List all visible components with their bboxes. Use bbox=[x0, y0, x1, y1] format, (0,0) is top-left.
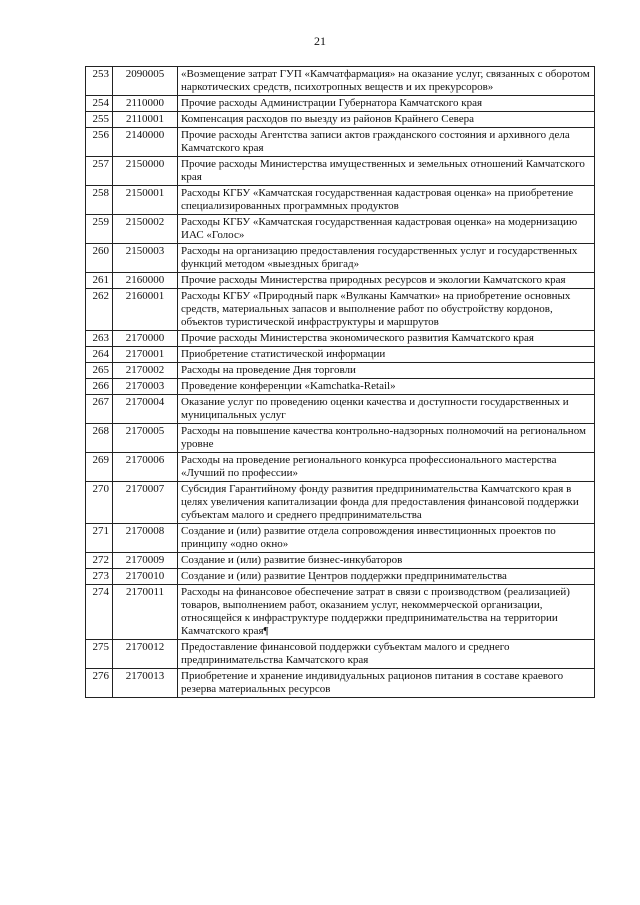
row-number-cell: 273 bbox=[86, 569, 113, 585]
row-number-cell: 264 bbox=[86, 347, 113, 363]
code-cell: 2110000 bbox=[113, 96, 178, 112]
table-row bbox=[86, 640, 595, 669]
code-cell: 2160001 bbox=[113, 289, 178, 331]
code-cell: 2140000 bbox=[113, 128, 178, 157]
description-cell: Создание и (или) развитие отдела сопровождения инвестиционных проектов по принципу «одно окно» bbox=[178, 524, 595, 553]
code-cell: 2170006 bbox=[113, 453, 178, 482]
description-cell: Прочие расходы Министерства природных ресурсов и экологии Камчатского края bbox=[178, 273, 595, 289]
row-number-cell: 257 bbox=[86, 157, 113, 186]
page-number: 21 bbox=[314, 34, 326, 48]
code-cell: 2170001 bbox=[113, 347, 178, 363]
table-row bbox=[86, 669, 595, 698]
code-cell: 2170000 bbox=[113, 331, 178, 347]
table-row bbox=[86, 424, 595, 453]
row-number-cell: 258 bbox=[86, 186, 113, 215]
table-row bbox=[86, 363, 595, 379]
description-cell: Расходы КГБУ «Природный парк «Вулканы Камчатки» на приобретение основных средств, материальных запасов и выполнение работ по обустройству кордонов, объектов туристической инфраструктуры и маршрутов bbox=[178, 289, 595, 331]
row-number-cell: 262 bbox=[86, 289, 113, 331]
code-cell: 2150001 bbox=[113, 186, 178, 215]
code-cell: 2170005 bbox=[113, 424, 178, 453]
code-cell: 2090005 bbox=[113, 67, 178, 96]
description-cell: Прочие расходы Министерства имущественных и земельных отношений Камчатского края bbox=[178, 157, 595, 186]
description-cell: Прочие расходы Агентства записи актов гражданского состояния и архивного дела Камчатского края bbox=[178, 128, 595, 157]
code-cell: 2150003 bbox=[113, 244, 178, 273]
code-cell: 2170007 bbox=[113, 482, 178, 524]
code-cell: 2170012 bbox=[113, 640, 178, 669]
code-cell: 2110001 bbox=[113, 112, 178, 128]
description-cell: Оказание услуг по проведению оценки качества и доступности государственных и муниципальных услуг bbox=[178, 395, 595, 424]
description-cell: Расходы на организацию предоставления государственных услуг и государственных функций методом «выездных бригад» bbox=[178, 244, 595, 273]
description-cell: Расходы КГБУ «Камчатская государственная кадастровая оценка» на приобретение специализированных программных продуктов bbox=[178, 186, 595, 215]
row-number-cell: 275 bbox=[86, 640, 113, 669]
row-number-cell: 271 bbox=[86, 524, 113, 553]
row-number-cell: 269 bbox=[86, 453, 113, 482]
code-cell: 2170011 bbox=[113, 585, 178, 640]
row-number-cell: 256 bbox=[86, 128, 113, 157]
row-number-cell: 259 bbox=[86, 215, 113, 244]
row-number-cell: 265 bbox=[86, 363, 113, 379]
expenditure-codes-table bbox=[85, 66, 595, 698]
row-number-cell: 253 bbox=[86, 67, 113, 96]
code-cell: 2170002 bbox=[113, 363, 178, 379]
table-row bbox=[86, 244, 595, 273]
table-row bbox=[86, 96, 595, 112]
description-cell: Проведение конференции «Kamchatka-Retail» bbox=[178, 379, 595, 395]
row-number-cell: 261 bbox=[86, 273, 113, 289]
row-number-cell: 263 bbox=[86, 331, 113, 347]
table-row bbox=[86, 289, 595, 331]
table-row bbox=[86, 553, 595, 569]
code-cell: 2170013 bbox=[113, 669, 178, 698]
code-cell: 2170010 bbox=[113, 569, 178, 585]
table-row bbox=[86, 273, 595, 289]
description-cell: Субсидия Гарантийному фонду развития предпринимательства Камчатского края в целях увеличения капитализации фонда для предоставления финансовой поддержки субъектам малого и среднего предпринимательства bbox=[178, 482, 595, 524]
row-number-cell: 270 bbox=[86, 482, 113, 524]
table-row bbox=[86, 482, 595, 524]
code-cell: 2160000 bbox=[113, 273, 178, 289]
table-row bbox=[86, 186, 595, 215]
row-number-cell: 272 bbox=[86, 553, 113, 569]
description-cell: Расходы КГБУ «Камчатская государственная кадастровая оценка» на модернизацию ИАС «Голос» bbox=[178, 215, 595, 244]
description-cell: Прочие расходы Администрации Губернатора Камчатского края bbox=[178, 96, 595, 112]
row-number-cell: 276 bbox=[86, 669, 113, 698]
table-row bbox=[86, 453, 595, 482]
table-row bbox=[86, 157, 595, 186]
code-cell: 2150002 bbox=[113, 215, 178, 244]
table-row bbox=[86, 395, 595, 424]
table-row bbox=[86, 569, 595, 585]
description-cell: Создание и (или) развитие Центров поддержки предпринимательства bbox=[178, 569, 595, 585]
table-row bbox=[86, 331, 595, 347]
table-row bbox=[86, 524, 595, 553]
row-number-cell: 266 bbox=[86, 379, 113, 395]
description-cell: Предоставление финансовой поддержки субъектам малого и среднего предпринимательства Камчатского края bbox=[178, 640, 595, 669]
row-number-cell: 274 bbox=[86, 585, 113, 640]
code-cell: 2170003 bbox=[113, 379, 178, 395]
code-cell: 2170008 bbox=[113, 524, 178, 553]
table-row bbox=[86, 347, 595, 363]
row-number-cell: 268 bbox=[86, 424, 113, 453]
description-cell: Создание и (или) развитие бизнес-инкубаторов bbox=[178, 553, 595, 569]
row-number-cell: 260 bbox=[86, 244, 113, 273]
code-cell: 2170004 bbox=[113, 395, 178, 424]
description-cell: Расходы на проведение Дня торговли bbox=[178, 363, 595, 379]
description-cell: Приобретение и хранение индивидуальных рационов питания в составе краевого резерва материальных ресурсов bbox=[178, 669, 595, 698]
row-number-cell: 255 bbox=[86, 112, 113, 128]
table-row bbox=[86, 67, 595, 96]
code-cell: 2170009 bbox=[113, 553, 178, 569]
code-cell: 2150000 bbox=[113, 157, 178, 186]
table-row bbox=[86, 379, 595, 395]
table-row bbox=[86, 112, 595, 128]
row-number-cell: 267 bbox=[86, 395, 113, 424]
table-row bbox=[86, 215, 595, 244]
description-cell: Расходы на проведение регионального конкурса профессионального мастерства «Лучший по профессии» bbox=[178, 453, 595, 482]
description-cell: Компенсация расходов по выезду из районов Крайнего Севера bbox=[178, 112, 595, 128]
description-cell: Приобретение статистической информации bbox=[178, 347, 595, 363]
table-row bbox=[86, 585, 595, 640]
description-cell: Прочие расходы Министерства экономического развития Камчатского края bbox=[178, 331, 595, 347]
row-number-cell: 254 bbox=[86, 96, 113, 112]
description-cell: Расходы на повышение качества контрольно-надзорных полномочий на региональном уровне bbox=[178, 424, 595, 453]
table-row bbox=[86, 128, 595, 157]
description-cell: Расходы на финансовое обеспечение затрат в связи с производством (реализацией) товаров, выполнением работ, оказанием услуг, некоммерческой организации, относящейся к инфраструктуре поддержки предпринимательства на территории Камчатского края¶ bbox=[178, 585, 595, 640]
description-cell: «Возмещение затрат ГУП «Камчатфармация» на оказание услуг, связанных с оборотом наркотических средств, психотропных веществ и их прекурсоров» bbox=[178, 67, 595, 96]
